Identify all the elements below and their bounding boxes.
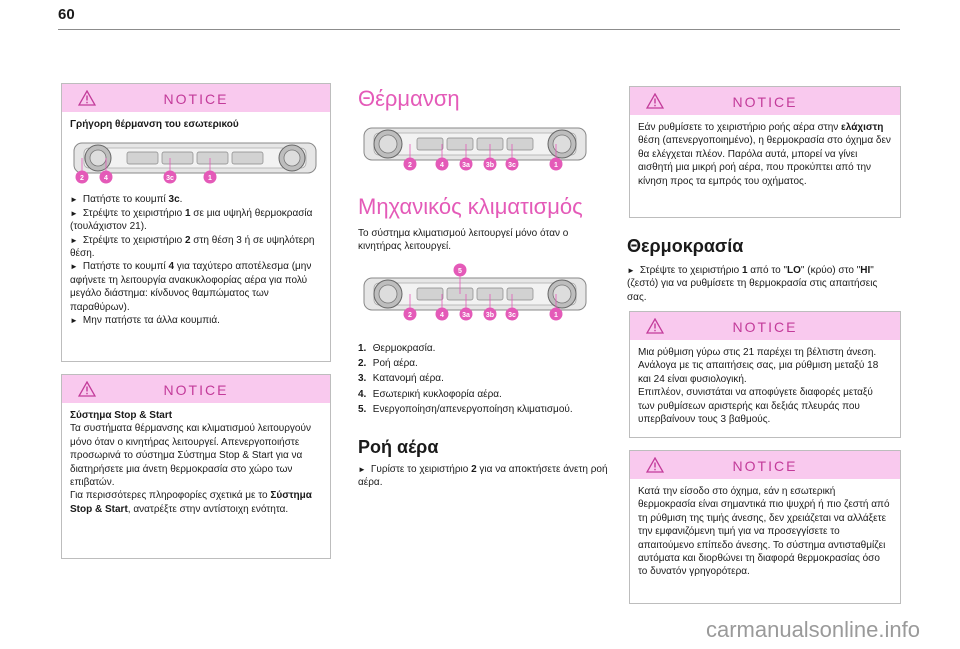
notice-title: NOTICE	[732, 458, 798, 474]
notice-header	[62, 84, 330, 112]
notice-body: Εάν ρυθμίσετε το χειριστήριο ροής αέρα στην ελάχιστη θέση (απενεργοποιημένο), η θερμοκρασία στο όχημα δεν θα ελέγχεται πλέον. Παρόλα αυτά, μπορεί να γίνει αισθητή μια μικρή ροή αέρα, που προκύπτει από την κίνηση προς τα εμπρός του οχήματος.	[638, 122, 891, 187]
panel-button	[417, 288, 443, 300]
notice-header	[630, 451, 900, 479]
arrow-icon: ►	[70, 195, 78, 205]
list-item: 2. Ροή αέρα.	[358, 358, 418, 370]
callout-label: 4	[104, 175, 108, 183]
notice-heading: Γρήγορη θέρμανση του εσωτερικού	[70, 119, 239, 130]
notice-step: ► Πατήστε το κουμπί 3c.	[70, 194, 183, 206]
notice-body-2: Επιπλέον, συνιστάται να αποφύγετε διαφορές μεταξύ των ρυθμίσεων αριστερής και δεξιάς πλευράς που υπερβαίνουν τους 3 βαθμούς.	[638, 387, 873, 426]
section-title-ac: Μηχανικός κλιματισμός	[358, 194, 583, 219]
section-title-heating: Θέρμανση	[358, 86, 460, 111]
notice-header	[62, 375, 330, 403]
notice-body: Τα συστήματα θέρμανσης και κλιματισμού λειτουργούν μόνο όταν ο κινητήρας λειτουργεί. Απενεργοποιήστε προσωρινά το σύστημα Σύστημα Stop & Start για να διατηρήσετε μια άνετη θερμοκρασία στο χώρο των επιβατών.	[70, 423, 311, 489]
section-title-airflow: Ροή αέρα	[358, 437, 439, 457]
header-rule	[58, 29, 900, 30]
ac-intro: Το σύστημα κλιματισμού λειτουργεί μόνο όταν ο κινητήρας λειτουργεί.	[358, 228, 569, 253]
arrow-icon: ►	[70, 262, 78, 272]
callout-label: 3a	[462, 162, 470, 169]
callout-label: 2	[408, 312, 412, 319]
notice-stop-start	[61, 374, 331, 559]
notice-step: ► Μην πατήστε τα άλλα κουμπιά.	[70, 315, 220, 327]
list-item: 4. Εσωτερική κυκλοφορία αέρα.	[358, 388, 502, 400]
heating-panel-illustration	[360, 120, 590, 176]
callout-label: 1	[208, 175, 212, 183]
callout-label: 3c	[508, 312, 516, 319]
panel-button	[162, 152, 193, 164]
notice-step: ► Στρέψτε το χειριστήριο 1 σε μια υψηλή θερμοκρασία (τουλάχιστον 21).	[70, 207, 313, 233]
arrow-icon: ►	[70, 235, 78, 245]
callout-label: 5	[458, 268, 462, 275]
callout-label: 4	[440, 312, 444, 319]
notice-heading: Σύστημα Stop & Start	[70, 410, 173, 421]
notice-entering-vehicle	[629, 450, 901, 604]
callout-label: 3c	[508, 162, 516, 169]
notice-airflow-minimum	[629, 86, 901, 218]
notice-quick-heating	[61, 83, 331, 362]
notice-header	[630, 312, 900, 340]
heating-panel-illustration	[70, 137, 320, 187]
callout-label: 3a	[462, 312, 470, 319]
controls-legend	[358, 341, 618, 417]
temperature-text: ► Στρέψτε το χειριστήριο 1 από το "LO" (κρύο) στο "HI" (ζεστό) για να ρυθμίσετε τη θερμοκρασία στις απαιτήσεις σας.	[627, 265, 878, 303]
notice-title: NOTICE	[732, 319, 798, 335]
notice-title: NOTICE	[732, 94, 798, 110]
notice-body: Κατά την είσοδο στο όχημα, εάν η εσωτερική θερμοκρασία είναι σημαντικά πιο ψυχρή ή πιο ζεστή από τη ρύθμιση της τιμής άνεσης, δεν χρειάζεται να αλλάξετε την εμφανιζόμενη τιμή για να προσεγγίσετε το απαιτούμενο επίπεδο άνεσης. Το σύστημα αντισταθμίζει αυτόματα και διορθώνει τη διαφορά θερμοκρασίας όσο το δυνατόν γρηγορότερα.	[638, 486, 890, 578]
notice-body: Μια ρύθμιση γύρω στις 21 παρέχει τη βέλτιστη άνεση. Ανάλογα με τις απαιτήσεις σας, μια ρύθμιση μεταξύ 18 και 24 είναι φυσιολογική.	[638, 347, 879, 385]
panel-button	[232, 152, 263, 164]
arrow-icon: ►	[358, 465, 366, 474]
callout-label: 2	[408, 162, 412, 169]
callout-label: 2	[80, 175, 84, 183]
notice-steps	[70, 193, 322, 327]
panel-button	[197, 152, 228, 164]
notice-comfort-setting	[629, 311, 901, 438]
notice-title: NOTICE	[163, 91, 229, 107]
callout-label: 1	[554, 162, 558, 169]
arrow-icon: ►	[70, 316, 78, 326]
panel-button	[507, 288, 533, 300]
callout-label: 1	[554, 312, 558, 319]
callout-label: 3c	[166, 175, 174, 183]
ac-panel-illustration	[360, 258, 590, 328]
arrow-icon: ►	[70, 208, 78, 218]
notice-step: ► Στρέψτε το χειριστήριο 2 στη θέση 3 ή σε υψηλότερη θέση.	[70, 234, 315, 260]
notice-step: ► Πατήστε το κουμπί 4 για ταχύτερο αποτέλεσμα (μην αφήνετε τη λειτουργία ανακυκλοφορίας αέρα για πολύ μεγάλο διάστημα: κίνδυνος θαμπώματος των παραθύρων).	[70, 261, 312, 313]
airflow-text: ► Γυρίστε το χειριστήριο 2 για να αποκτήσετε άνετη ροή αέρα.	[358, 464, 608, 489]
list-item: 5. Ενεργοποίηση/απενεργοποίηση κλιματισμού.	[358, 403, 573, 415]
page-number: 60	[58, 6, 75, 23]
panel-button	[447, 138, 473, 150]
arrow-icon: ►	[627, 266, 635, 275]
notice-body-2: Για περισσότερες πληροφορίες σχετικά με το Σύστημα Stop & Start, ανατρέξτε στην αντίστοιχη ενότητα.	[70, 490, 312, 515]
callout-label: 3b	[485, 312, 495, 319]
callout-label: 3b	[485, 162, 495, 169]
panel-button	[127, 152, 158, 164]
callout-label: 4	[440, 162, 444, 169]
section-title-temperature: Θερμοκρασία	[627, 236, 744, 256]
watermark: carmanualsonline.info	[705, 617, 920, 642]
notice-header	[630, 87, 900, 115]
panel-button	[507, 138, 533, 150]
list-item: 1. Θερμοκρασία.	[358, 343, 436, 354]
notice-title: NOTICE	[163, 382, 229, 398]
list-item: 3. Κατανομή αέρα.	[358, 373, 444, 385]
panel-button	[417, 138, 443, 150]
